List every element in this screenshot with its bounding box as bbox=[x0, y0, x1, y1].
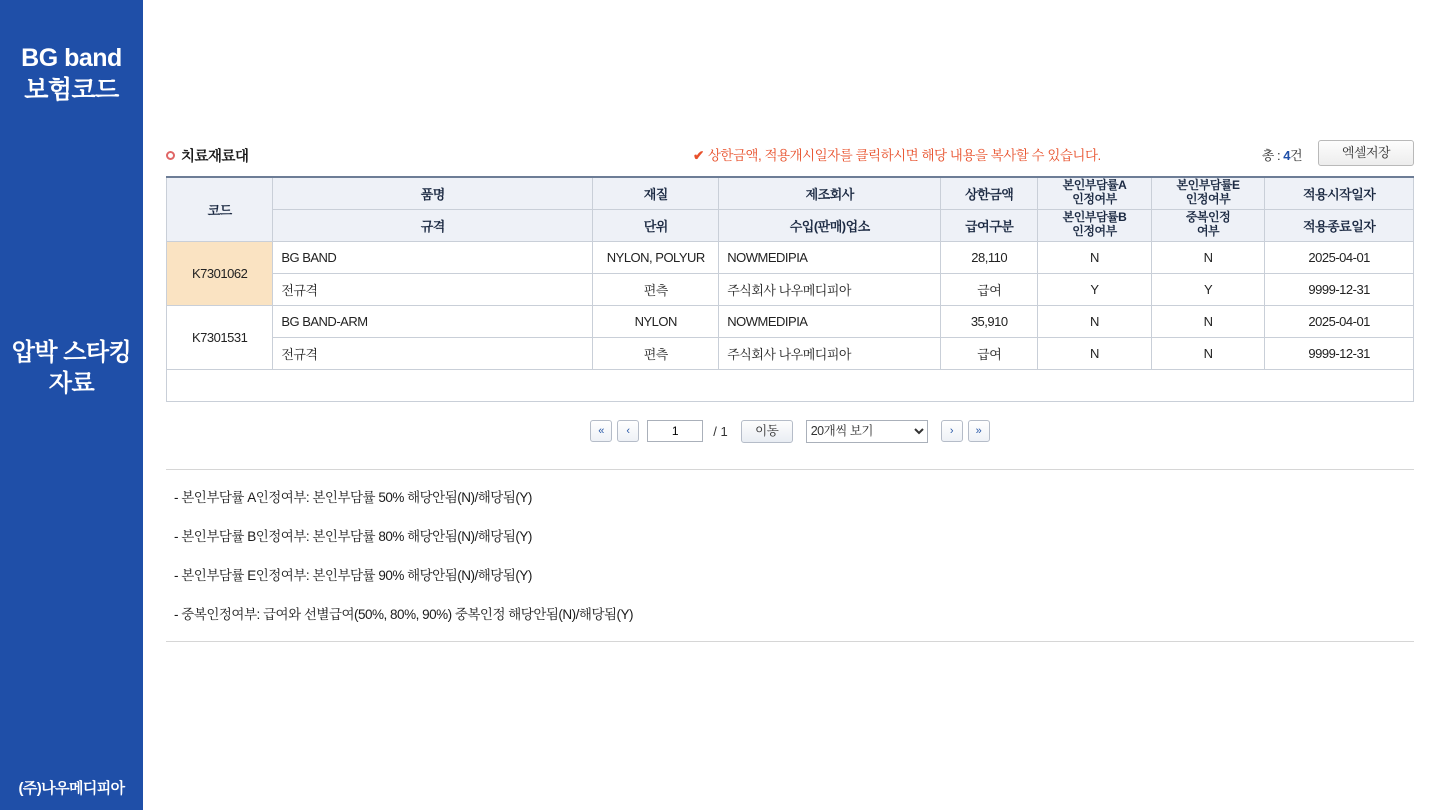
cell-copay-e: N bbox=[1151, 305, 1265, 337]
cell-code[interactable]: K7301062 bbox=[167, 241, 273, 305]
page-size-select[interactable] bbox=[806, 420, 928, 443]
header-copay-e-line1: 본인부담률E bbox=[1176, 178, 1240, 193]
result-count-value: 4 bbox=[1283, 148, 1290, 163]
result-count bbox=[1262, 145, 1302, 164]
cell-material: NYLON bbox=[593, 305, 719, 337]
cell-start-date[interactable]: 2025-04-01 bbox=[1265, 305, 1414, 337]
header-max-price: 상한금액 bbox=[941, 177, 1038, 209]
cell-duplicate: N bbox=[1151, 337, 1265, 369]
cell-product-name: BG BAND-ARM bbox=[273, 305, 593, 337]
copy-notice bbox=[693, 144, 1101, 164]
header-spec: 규격 bbox=[273, 209, 593, 241]
note-copay-e: - 본인부담률 E인정여부: 본인부담률 90% 해당안됨(N)/해당됨(Y) bbox=[174, 567, 532, 583]
note-copay-b: - 본인부담률 B인정여부: 본인부담률 80% 해당안됨(N)/해당됨(Y) bbox=[174, 528, 532, 544]
note-copay-a: - 본인부담률 A인정여부: 본인부담률 50% 해당안됨(N)/해당됨(Y) bbox=[174, 489, 532, 505]
bullet-icon bbox=[166, 151, 175, 160]
cell-end-date[interactable]: 9999-12-31 bbox=[1265, 337, 1414, 369]
total-pages-label: / 1 bbox=[713, 423, 728, 439]
treatment-material-table bbox=[166, 176, 1414, 402]
band-label-compression-stocking bbox=[0, 338, 143, 399]
result-count-prefix: 총 : bbox=[1261, 148, 1284, 163]
main-content bbox=[143, 0, 1440, 810]
legend-notes bbox=[166, 469, 1414, 642]
treatment-material-panel bbox=[166, 140, 1414, 642]
next-page-button[interactable]: › bbox=[941, 420, 963, 442]
copy-notice-text: 상한금액, 적용개시일자를 클릭하시면 해당 내용을 복사할 수 있습니다. bbox=[707, 148, 1101, 163]
cell-end-date[interactable]: 9999-12-31 bbox=[1265, 273, 1414, 305]
go-page-button[interactable]: 이동 bbox=[741, 420, 793, 443]
header-pay-class: 급여구분 bbox=[941, 209, 1038, 241]
prev-page-button[interactable]: ‹ bbox=[617, 420, 639, 442]
table-empty-row bbox=[167, 369, 1414, 401]
table-header-row-2 bbox=[167, 209, 1414, 241]
header-manufacturer: 제조회사 bbox=[719, 177, 941, 209]
cell-manufacturer: NOWMEDIPIA bbox=[719, 305, 941, 337]
cell-pay-class: 급여 bbox=[941, 273, 1038, 305]
header-unit: 단위 bbox=[593, 209, 719, 241]
band-label-bg-band-line2: 보험코드 bbox=[24, 76, 119, 104]
cell-spec: 전규격 bbox=[273, 273, 593, 305]
header-duplicate-line2: 여부 bbox=[1196, 224, 1220, 238]
left-brand-band bbox=[0, 0, 143, 810]
header-copay-a-line1: 본인부담률A bbox=[1062, 178, 1127, 193]
band-label-compression-stocking-line1: 압박 스타킹 bbox=[11, 339, 132, 366]
table-row[interactable] bbox=[167, 241, 1414, 273]
table-row[interactable] bbox=[167, 273, 1414, 305]
header-product-name: 품명 bbox=[273, 177, 593, 209]
cell-copay-a: N bbox=[1038, 241, 1152, 273]
cell-importer: 주식회사 나우메디피아 bbox=[719, 273, 941, 305]
header-copay-e bbox=[1151, 177, 1265, 209]
header-end-date: 적용종료일자 bbox=[1265, 209, 1414, 241]
cell-duplicate: Y bbox=[1151, 273, 1265, 305]
header-start-date: 적용시작일자 bbox=[1265, 177, 1414, 209]
header-copay-a bbox=[1038, 177, 1152, 209]
first-page-button[interactable]: « bbox=[590, 420, 612, 442]
header-duplicate-line1: 중복인정 bbox=[1185, 210, 1231, 225]
cell-importer: 주식회사 나우메디피아 bbox=[719, 337, 941, 369]
result-count-suffix: 건 bbox=[1289, 148, 1302, 163]
panel-title bbox=[166, 145, 249, 166]
cell-copay-e: N bbox=[1151, 241, 1265, 273]
pagination bbox=[166, 420, 1414, 443]
last-page-button[interactable]: » bbox=[968, 420, 990, 442]
header-code: 코드 bbox=[167, 177, 273, 241]
header-duplicate bbox=[1151, 209, 1265, 241]
cell-max-price[interactable]: 35,910 bbox=[941, 305, 1038, 337]
excel-save-button[interactable]: 엑셀저장 bbox=[1318, 140, 1414, 166]
cell-copay-b: N bbox=[1038, 337, 1152, 369]
panel-header bbox=[166, 140, 1414, 170]
cell-product-name: BG BAND bbox=[273, 241, 593, 273]
cell-unit: 편측 bbox=[593, 337, 719, 369]
header-copay-e-line2: 인정여부 bbox=[1185, 192, 1231, 207]
cell-max-price[interactable]: 28,110 bbox=[941, 241, 1038, 273]
cell-pay-class: 급여 bbox=[941, 337, 1038, 369]
cell-material: NYLON, POLYUR bbox=[593, 241, 719, 273]
cell-spec: 전규격 bbox=[273, 337, 593, 369]
panel-title-label: 치료재료대 bbox=[181, 148, 249, 165]
page-number-input[interactable] bbox=[647, 420, 703, 442]
table-row[interactable] bbox=[167, 337, 1414, 369]
table-header-row-1 bbox=[167, 177, 1414, 209]
table-row[interactable] bbox=[167, 305, 1414, 337]
band-label-bg-band-line1: BG band bbox=[21, 44, 122, 72]
cell-manufacturer: NOWMEDIPIA bbox=[719, 241, 941, 273]
empty-spacer-cell bbox=[167, 369, 1414, 401]
band-label-bg-band bbox=[0, 42, 143, 106]
band-label-compression-stocking-line2: 자료 bbox=[48, 369, 95, 397]
cell-copay-a: N bbox=[1038, 305, 1152, 337]
header-copay-b-line2: 인정여부 bbox=[1072, 224, 1117, 238]
note-duplicate: - 중복인정여부: 급여와 선별급여(50%, 80%, 90%) 중복인정 해당안됨(N)/해당됨(Y) bbox=[174, 606, 634, 622]
cell-unit: 편측 bbox=[593, 273, 719, 305]
cell-copay-b: Y bbox=[1038, 273, 1152, 305]
check-icon: ✔ bbox=[693, 148, 704, 163]
header-copay-a-line2: 인정여부 bbox=[1072, 192, 1117, 207]
cell-start-date[interactable]: 2025-04-01 bbox=[1265, 241, 1414, 273]
header-copay-b-line1: 본인부담률B bbox=[1062, 210, 1127, 225]
header-material: 재질 bbox=[593, 177, 719, 209]
header-copay-b bbox=[1038, 209, 1152, 241]
company-name: (주)나우메디피아 bbox=[18, 780, 125, 797]
header-importer: 수입(판매)업소 bbox=[719, 209, 941, 241]
cell-code[interactable]: K7301531 bbox=[167, 305, 273, 369]
